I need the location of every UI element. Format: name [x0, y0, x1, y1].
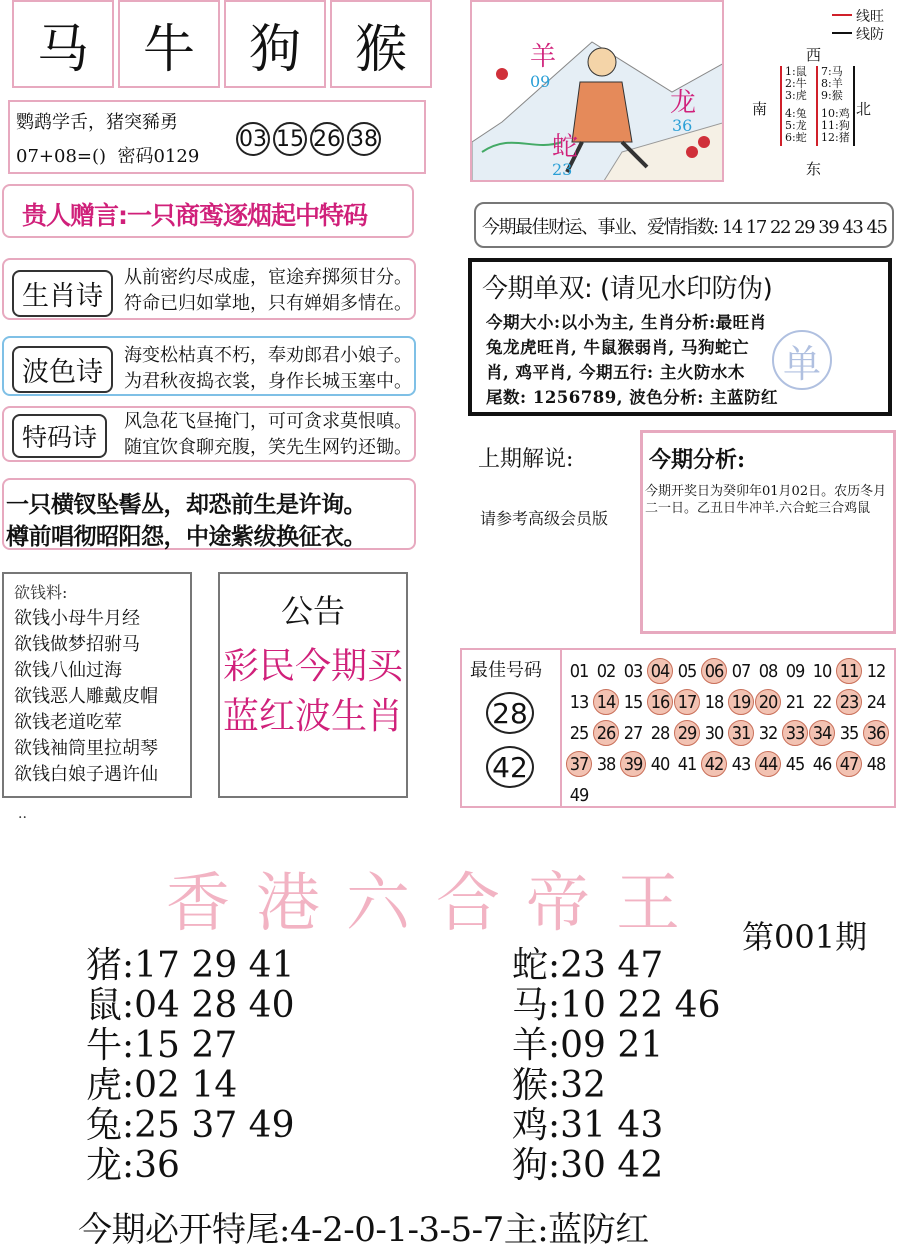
compass-item: 5:龙 — [785, 119, 807, 132]
pic-label-name: 龙 — [670, 88, 697, 118]
poem-line: 符命已归如掌地，只有婵娟多情在。 — [124, 293, 412, 314]
colon: : — [122, 985, 135, 1026]
best-ball: 28 — [486, 692, 534, 734]
compass-item: 7:马 — [821, 65, 843, 78]
grid-number: 40 — [650, 753, 670, 775]
grid-number: 48 — [866, 753, 886, 775]
poem-line: 海变松枯真不朽，奉劝郎君小娘子。 — [124, 345, 412, 366]
top-zodiac-2: 牛 — [118, 0, 220, 88]
poem-tag: 特码诗 — [12, 414, 107, 458]
footer-text: 今期必开特尾:4-2-0-1-3-5-7主:蓝防红 — [78, 1210, 649, 1250]
grid-number: 27 — [623, 722, 643, 744]
grid-number: 41 — [677, 753, 697, 775]
compass-item: 9:猴 — [821, 89, 843, 102]
last-period-title: 上期解说: — [478, 447, 574, 472]
danshuang-box — [468, 258, 892, 416]
compass-col1 — [780, 66, 807, 146]
pic-label-num: 23 — [552, 160, 573, 179]
danshuang-line: 兔龙虎旺肖, 牛鼠猴弱肖, 马狗蛇亡 — [486, 338, 749, 357]
last-period-note: 请参考高级会员版 — [480, 509, 609, 528]
zodiac-row — [86, 1066, 237, 1106]
compass — [740, 0, 900, 182]
compass-item: 12:猪 — [821, 131, 850, 144]
grid-number: 49 — [569, 784, 589, 806]
grid-number: 47 — [836, 751, 862, 777]
colon: : — [122, 1105, 135, 1146]
compass-south: 南 — [752, 100, 768, 118]
grid-number: 32 — [758, 722, 778, 744]
grid-number: 33 — [782, 720, 808, 746]
grid-number: 19 — [728, 689, 754, 715]
grid-number: 35 — [839, 722, 859, 744]
best-ball: 42 — [486, 746, 534, 788]
guiren-text: 贵人赠言:一只商鸾逐烟起中特码 — [22, 201, 367, 230]
grid-number: 13 — [569, 691, 589, 713]
zodiac-row — [86, 946, 294, 986]
yuqian-box — [2, 572, 192, 798]
notice-line: 蓝红波生肖 — [222, 696, 403, 737]
grid-number: 02 — [596, 660, 616, 682]
analysis-text: 今期开奖日为癸卯年01月02日。农历冬月二一日。乙丑日牛冲羊.六合蛇三合鸡鼠 — [645, 484, 887, 516]
grid-number: 05 — [677, 660, 697, 682]
zodiac-row — [512, 1106, 663, 1146]
colon: : — [548, 1145, 561, 1186]
compass-item: 8:羊 — [821, 77, 843, 90]
riddle-box — [8, 100, 426, 174]
zodiac-name: 羊 — [512, 1025, 549, 1066]
zodiac-nums: 23 47 — [560, 945, 664, 986]
zodiac-name: 虎 — [86, 1065, 123, 1106]
grid-number: 34 — [809, 720, 835, 746]
danshuang-line: 肖, 鸡平肖, 今期五行: 主火防水木 — [486, 363, 745, 382]
top-zodiac-3: 狗 — [224, 0, 326, 88]
legend-wang: 线旺 — [856, 9, 884, 25]
zodiac-numbers-left — [86, 946, 416, 1186]
grid-number: 10 — [812, 660, 832, 682]
poem-tag: 生肖诗 — [12, 270, 113, 317]
riddle-balls — [236, 122, 384, 156]
grid-number: 20 — [755, 689, 781, 715]
compass-item: 4:兔 — [785, 107, 807, 120]
pic-label-name: 羊 — [530, 42, 557, 72]
zodiac-nums: 32 — [560, 1065, 606, 1106]
riddle-line-1: 鹦鹉学舌，猪突豨勇 — [16, 112, 178, 133]
zodiac-row — [512, 1066, 606, 1106]
poem-box-tema — [2, 406, 416, 462]
compass-col2 — [816, 66, 855, 146]
best-numbers-title: 最佳号码 — [470, 660, 542, 681]
zodiac-nums: 09 21 — [560, 1025, 664, 1066]
analysis-box — [640, 430, 896, 634]
zodiac-name: 牛 — [86, 1025, 123, 1066]
zodiac-nums: 31 43 — [560, 1105, 664, 1146]
grid-number: 23 — [836, 689, 862, 715]
colon: : — [548, 985, 561, 1026]
grid-number: 09 — [785, 660, 805, 682]
zodiac-nums: 17 29 41 — [134, 945, 295, 986]
grid-number: 25 — [569, 722, 589, 744]
pic-label-num: 36 — [672, 116, 693, 135]
dots: .. — [18, 806, 27, 822]
zodiac-row — [512, 946, 663, 986]
zodiac-nums: 04 28 40 — [134, 985, 295, 1026]
colon: : — [548, 1025, 561, 1066]
riddle-line-2: 07+08=() 密码0129 — [16, 146, 200, 167]
grid-number: 03 — [623, 660, 643, 682]
watermark-seal: 单 — [772, 330, 832, 390]
compass-item: 3:虎 — [785, 89, 807, 102]
big-poem-line: 樽前唱彻昭阳怨，中途紫绂换征衣。 — [6, 524, 366, 550]
yuqian-item: 欲钱做梦招驸马 — [14, 634, 140, 655]
notice-line: 彩民今期买 — [222, 646, 403, 687]
grid-number: 18 — [704, 691, 724, 713]
zodiac-row — [512, 1146, 663, 1186]
compass-item: 6:蛇 — [785, 131, 807, 144]
notice-box — [218, 572, 408, 798]
grid-number: 46 — [812, 753, 832, 775]
zodiac-row — [86, 1026, 237, 1066]
grid-number: 07 — [731, 660, 751, 682]
poem-box-shengxiao — [2, 258, 416, 320]
yuqian-item: 欲钱白娘子遇许仙 — [14, 764, 158, 785]
zodiac-name: 狗 — [512, 1145, 549, 1186]
colon: : — [548, 1065, 561, 1106]
compass-east: 东 — [806, 160, 822, 178]
compass-item: 10:鸡 — [821, 107, 850, 120]
grid-number: 36 — [863, 720, 889, 746]
yuqian-item: 欲钱恶人雕戴皮帽 — [14, 686, 158, 707]
colon: : — [548, 1105, 561, 1146]
compass-item: 11:狗 — [821, 119, 850, 132]
zodiac-name: 马 — [512, 985, 549, 1026]
yuqian-list — [14, 606, 158, 788]
grid-number: 21 — [785, 691, 805, 713]
compass-item: 2:牛 — [785, 77, 807, 90]
grid-number: 01 — [569, 660, 589, 682]
zodiac-name: 蛇 — [512, 945, 549, 986]
period-label: 第001期 — [742, 918, 868, 956]
riddle-ball: 26 — [310, 122, 344, 156]
danshuang-lines — [486, 310, 778, 410]
zodiac-nums: 30 42 — [560, 1145, 664, 1186]
zodiac-nums: 15 27 — [134, 1025, 238, 1066]
colon: : — [122, 945, 135, 986]
grid-number: 08 — [758, 660, 778, 682]
zodiac-row — [512, 1026, 663, 1066]
grid-number: 24 — [866, 691, 886, 713]
zodiac-name: 猴 — [512, 1065, 549, 1106]
grid-number: 39 — [620, 751, 646, 777]
compass-west: 西 — [806, 46, 822, 64]
zodiac-nums: 25 37 49 — [134, 1105, 295, 1146]
grid-number: 45 — [785, 753, 805, 775]
colon: : — [548, 945, 561, 986]
poem-line: 随宜饮食聊充腹，笑先生网钓还锄。 — [124, 437, 412, 458]
grid-number: 26 — [593, 720, 619, 746]
best-numbers-panel — [462, 650, 562, 806]
grid-number: 14 — [593, 689, 619, 715]
legend-black-line — [832, 32, 852, 34]
grid-number: 44 — [755, 751, 781, 777]
colon: : — [122, 1145, 135, 1186]
zodiac-numbers-right — [512, 946, 842, 1186]
best-index-text: 今期最佳财运、事业、爱情指数: 14 17 22 29 39 43 45 — [482, 217, 887, 238]
danshuang-title: 今期单双: (请见水印防伪) — [482, 274, 773, 304]
poem-box-bose — [2, 336, 416, 396]
poem-line: 从前密约尽成虚，宦途弃掷须甘分。 — [124, 267, 412, 288]
colon: : — [122, 1065, 135, 1106]
zodiac-name: 龙 — [86, 1145, 123, 1186]
yuqian-item: 欲钱小母牛月经 — [14, 608, 140, 629]
grid-number: 12 — [866, 660, 886, 682]
yuqian-item: 欲钱八仙过海 — [14, 660, 122, 681]
poem-line: 风急花飞昼掩门，可可贪求莫恨嗔。 — [124, 411, 412, 432]
pic-label-num: 09 — [530, 72, 551, 91]
banner-title: 香港六合帝王 — [166, 867, 706, 941]
grid-number: 04 — [647, 658, 673, 684]
number-grid — [564, 650, 894, 806]
grid-number: 42 — [701, 751, 727, 777]
zodiac-nums: 10 22 46 — [560, 985, 721, 1026]
zodiac-row — [86, 986, 294, 1026]
grid-number: 22 — [812, 691, 832, 713]
grid-number: 43 — [731, 753, 751, 775]
compass-north: 北 — [856, 100, 872, 118]
compass-item: 1:鼠 — [785, 65, 807, 78]
poem-line: 为君秋夜捣衣裳，身作长城玉塞中。 — [124, 371, 412, 392]
zodiac-name: 鸡 — [512, 1105, 549, 1146]
best-numbers-box — [460, 648, 896, 808]
riddle-ball: 15 — [273, 122, 307, 156]
zodiac-nums: 02 14 — [134, 1065, 238, 1106]
zodiac-nums: 36 — [134, 1145, 180, 1186]
illustration — [470, 0, 724, 182]
colon: : — [122, 1025, 135, 1066]
yuqian-item: 欲钱老道吃荤 — [14, 712, 122, 733]
zodiac-name: 鼠 — [86, 985, 123, 1026]
grid-number: 11 — [836, 658, 862, 684]
big-poem-line: 一只横钗坠髻丛，却恐前生是许询。 — [6, 492, 366, 518]
grid-number: 15 — [623, 691, 643, 713]
big-poem-box — [2, 478, 416, 550]
danshuang-line: 尾数: 1256789, 波色分析: 主蓝防红 — [486, 388, 779, 407]
grid-number: 16 — [647, 689, 673, 715]
grid-number: 06 — [701, 658, 727, 684]
grid-number: 17 — [674, 689, 700, 715]
yuqian-item: 欲钱袖筒里拉胡琴 — [14, 738, 158, 759]
grid-number: 29 — [674, 720, 700, 746]
poem-tag: 波色诗 — [12, 346, 113, 393]
yuqian-title: 欲钱料: — [14, 583, 68, 602]
top-zodiac-1: 马 — [12, 0, 114, 88]
top-zodiac-4: 猴 — [330, 0, 432, 88]
zodiac-row — [86, 1106, 294, 1146]
riddle-ball: 03 — [236, 122, 270, 156]
grid-number: 30 — [704, 722, 724, 744]
legend-red-line — [832, 14, 852, 16]
grid-number: 38 — [596, 753, 616, 775]
zodiac-name: 兔 — [86, 1105, 123, 1146]
zodiac-row — [86, 1146, 180, 1186]
best-index-box — [474, 202, 894, 248]
grid-number: 31 — [728, 720, 754, 746]
danshuang-line: 今期大小:以小为主, 生肖分析:最旺肖 — [486, 313, 767, 332]
analysis-title: 今期分析: — [649, 447, 746, 473]
notice-lines — [220, 642, 406, 742]
riddle-ball: 38 — [347, 122, 381, 156]
guiren-box — [2, 184, 414, 238]
grid-number: 28 — [650, 722, 670, 744]
grid-number: 37 — [566, 751, 592, 777]
pic-label-name: 蛇 — [552, 132, 579, 162]
zodiac-name: 猪 — [86, 945, 123, 986]
zodiac-row — [512, 986, 720, 1026]
legend-fang: 线防 — [856, 27, 884, 43]
notice-title: 公告 — [280, 592, 345, 630]
